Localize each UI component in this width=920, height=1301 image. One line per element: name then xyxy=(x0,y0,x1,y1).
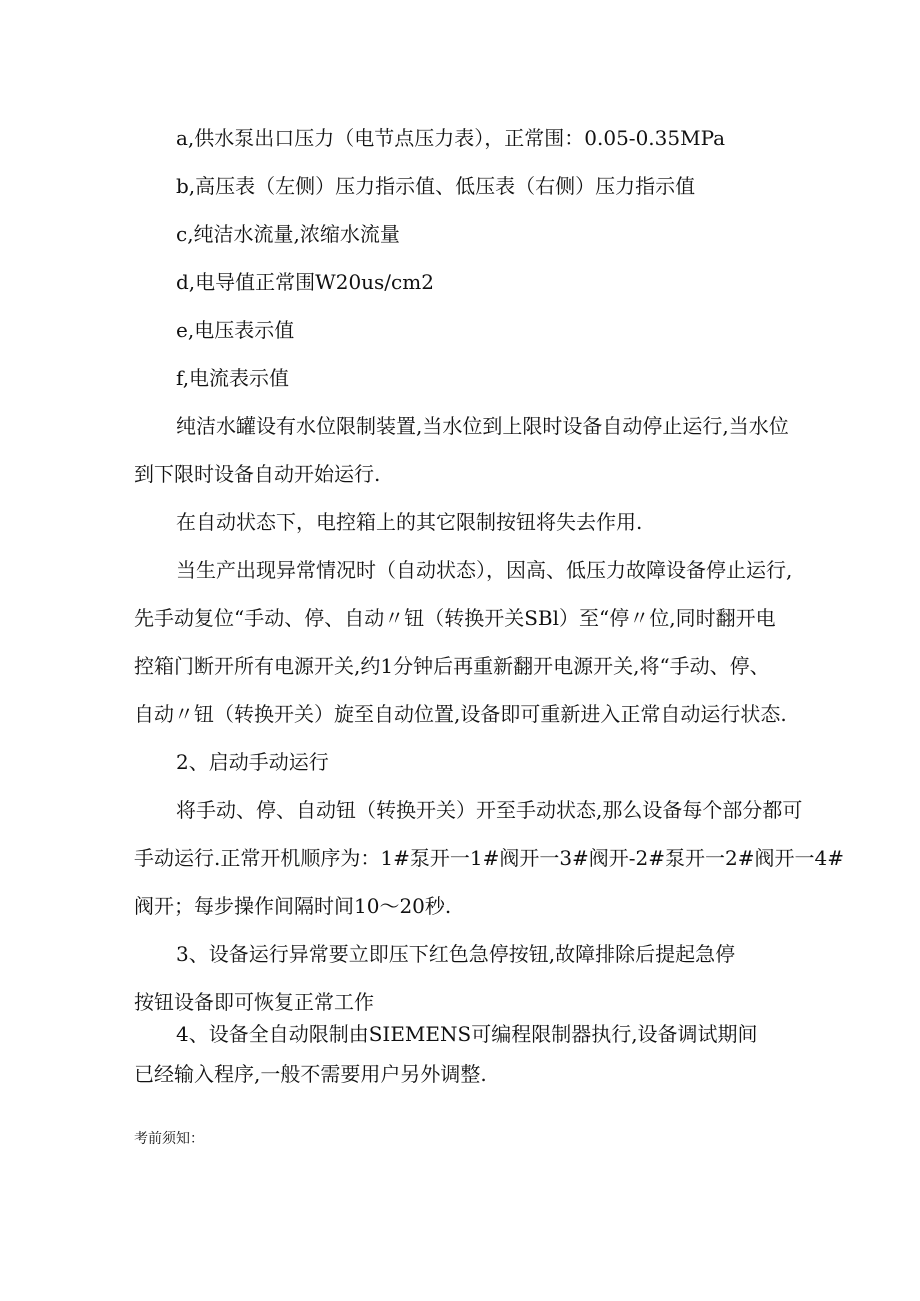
auto-state-paragraph: 在自动状态下，电控箱上的其它限制按钮将失去作用. xyxy=(176,510,643,534)
section-2-heading: 2、启动手动运行 xyxy=(176,750,329,774)
footer-note: 考前须知： xyxy=(134,1131,204,1147)
section-2-line-3: 阀开；每步操作间隔时间10～20秒. xyxy=(134,894,452,918)
abnormal-paragraph-line-4: 自动〃钮（转换开关）旋至自动位置,设备即可重新进入正常自动运行状态. xyxy=(134,702,787,726)
reading-b: b,高压表（左侧）压力指示值、低压表（右侧）压力指示值 xyxy=(176,174,696,198)
section-4-line-1: 4、设备全自动限制由SIEMENS可编程限制器执行,设备调试期间 xyxy=(176,1022,758,1046)
abnormal-paragraph-line-1: 当生产出现异常情况时（自动状态），因高、低压力故障设备停止运行, xyxy=(176,558,793,582)
reading-f: f,电流表示值 xyxy=(176,366,290,390)
reading-d: d,电导值正常围W20us∕cm2 xyxy=(176,270,434,294)
section-2-line-2: 手动运行.正常开机顺序为：1#泵开一1#阀开一3#阀开-2#泵开一2#阀开一4# xyxy=(134,846,845,870)
section-3-line-2: 按钮设备即可恢复正常工作 xyxy=(134,990,374,1014)
section-3-line-1: 3、设备运行异常要立即压下红色急停按钮,故障排除后提起急停 xyxy=(176,942,736,966)
reading-a: a,供水泵出口压力（电节点压力表），正常围：0.05-0.35MPa xyxy=(176,126,726,150)
reading-e: e,电压表示值 xyxy=(176,318,295,342)
abnormal-paragraph-line-2: 先手动复位“手动、停、自动〃钮（转换开关SBl）至“停〃位,同时翻开电 xyxy=(134,606,776,630)
section-4-line-2: 已经输入程序,一般不需要用户另外调整. xyxy=(134,1062,487,1086)
abnormal-paragraph-line-3: 控箱门断开所有电源开关,约1分钟后再重新翻开电源开关,将“手动、停、 xyxy=(134,654,770,678)
reading-c: c,纯洁水流量,浓缩水流量 xyxy=(176,222,400,246)
tank-paragraph-line-1: 纯洁水罐设有水位限制装置,当水位到上限时设备自动停止运行,当水位 xyxy=(176,414,789,438)
tank-paragraph-line-2: 到下限时设备自动开始运行. xyxy=(134,462,381,486)
section-2-line-1: 将手动、停、自动钮（转换开关）开至手动状态,那么设备每个部分都可 xyxy=(176,798,803,822)
